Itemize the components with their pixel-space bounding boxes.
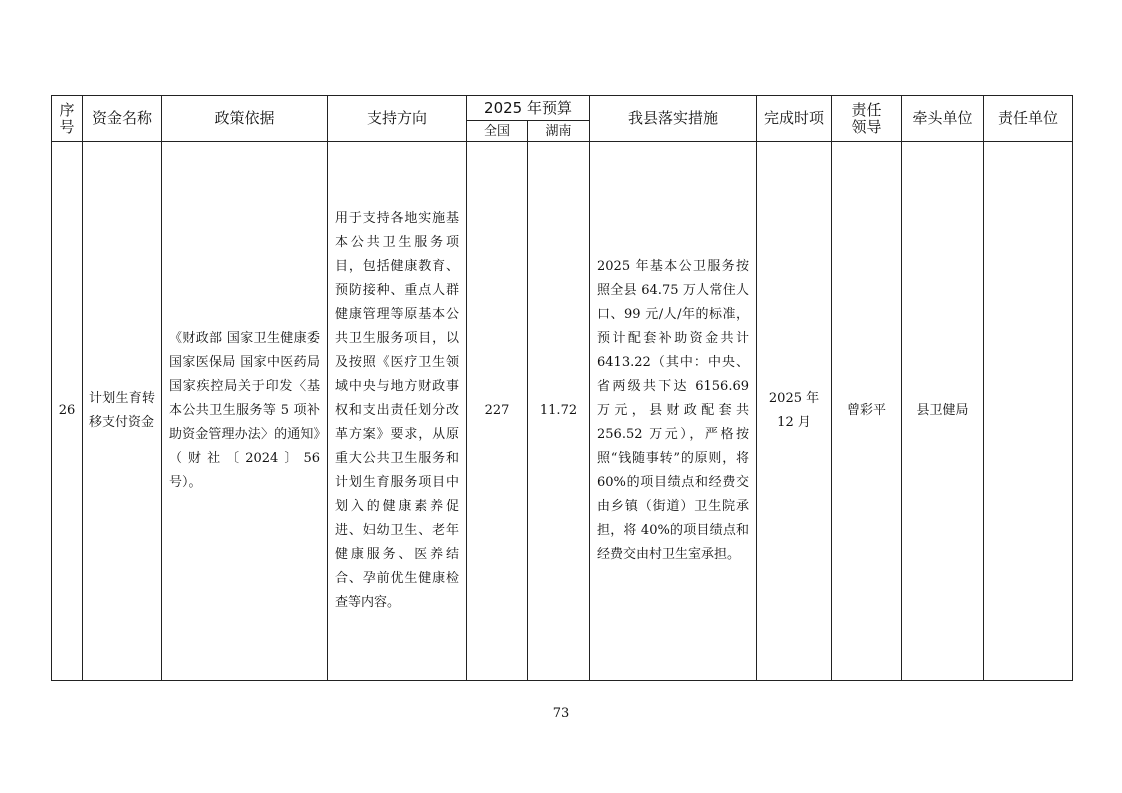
header-responsible-unit: 责任单位	[984, 96, 1073, 142]
header-responsible-leader: 责任领导	[832, 96, 902, 142]
row-lead-unit: 县卫健局	[902, 142, 984, 681]
row-policy-basis: 《财政部 国家卫生健康委 国家医保局 国家中医药局 国家疾控局关于印发〈基本公共卫生服务等 5 项补助资金管理办法〉的通知》（财社〔2024〕56 号）。	[162, 142, 328, 681]
row-support-direction: 用于支持各地实施基本公共卫生服务项目，包括健康教育、预防接种、重点人群健康管理等原基本公共卫生服务项目，以及按照《医疗卫生领域中央与地方财政事权和支出责任划分改革方案》要求，从原重大公共卫生服务和计划生育服务项目中划入的健康素养促进、妇幼卫生、老年健康服务、医养结合、孕前优生健康检查等内容。	[328, 142, 467, 681]
row-seq: 26	[52, 142, 83, 681]
header-budget-group: 2025 年预算	[467, 96, 590, 121]
header-row	[52, 96, 1073, 121]
header-completion-time: 完成时项	[757, 96, 832, 142]
funding-table	[51, 95, 1073, 681]
row-responsible-leader: 曾彩平	[832, 142, 902, 681]
header-seq: 序号	[52, 96, 83, 142]
header-budget-hunan: 湖南	[528, 121, 590, 142]
table-row	[52, 142, 1073, 681]
header-lead-unit: 牵头单位	[902, 96, 984, 142]
header-fund-name: 资金名称	[83, 96, 162, 142]
row-budget-national: 227	[467, 142, 528, 681]
header-measures: 我县落实措施	[590, 96, 757, 142]
page-number: 73	[552, 706, 570, 721]
header-support-direction: 支持方向	[328, 96, 467, 142]
header-policy-basis: 政策依据	[162, 96, 328, 142]
row-completion-time: 2025 年 12 月	[757, 142, 832, 681]
row-measures: 2025 年基本公卫服务按照全县 64.75 万人常住人口、99 元/人/年的标准，预计配套补助资金共计 6413.22（其中：中央、省两级共下达 6156.69 万元，县财政配套共 256.52 万元），严格按照“钱随事转”的原则，将 60%的项目绩点和经费交由乡镇（街道）卫生院承担，将 40%的项目绩点和经费交由村卫生室承担。	[590, 142, 757, 681]
row-fund-name: 计划生育转移支付资金	[83, 142, 162, 681]
header-budget-national: 全国	[467, 121, 528, 142]
row-responsible-unit	[984, 142, 1073, 681]
row-budget-hunan: 11.72	[528, 142, 590, 681]
